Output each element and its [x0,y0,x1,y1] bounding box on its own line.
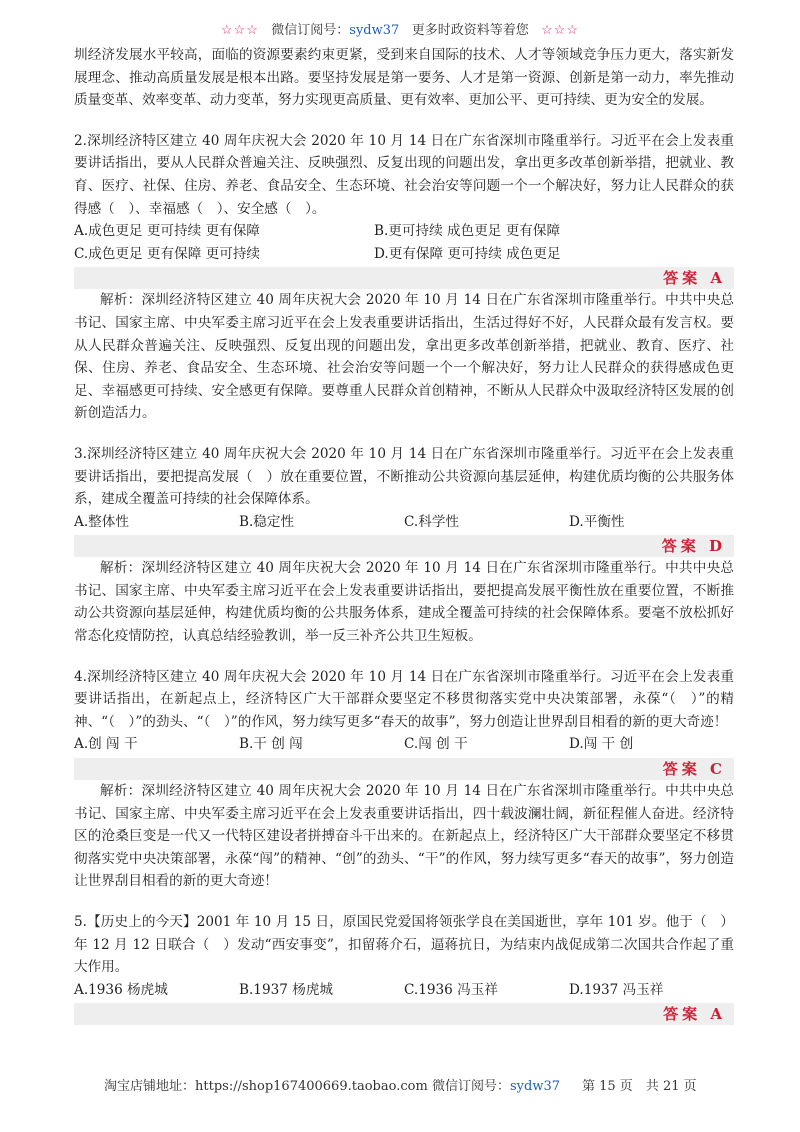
options-row [74,243,734,266]
answer-label: 答案 D [661,537,726,556]
question-4 [74,666,734,893]
footer-wechat-id: sydw37 [510,1079,561,1094]
option-a: A.1936 杨虎城 [74,981,168,998]
option-b: B.干 创 闯 [239,736,303,753]
shop-label: 淘宝店铺地址： [104,1079,196,1094]
explanation: 解析：深圳经济特区建立 40 周年庆祝大会 2020 年 10 月 14 日在广东省深圳市隆重举行。中共中央总书记、国家主席、中央军委主席习近平在会上发表重要讲话指出，要把提高发展平衡性放在重要位置，不断推动公共资源向基层延伸，构建优质均衡的公共服务体系，建成全覆盖可持续的社会保障体系。要毫不放松抓好常态化疫情防控，认真总结经验教训，举一反三补齐公共卫生短板。 [74,560,734,645]
option-c: C.科学性 [404,513,460,530]
answer-label: 答案 A [663,269,726,288]
question-stem: 2.深圳经济特区建立 40 周年庆祝大会 2020 年 10 月 14 日在广东省深圳市隆重举行。习近平在会上发表重要讲话指出，要从人民群众普遍关注、反映强烈、反复出现的问题出发，拿出更多改革创新举措，把就业、教育、医疗、社保、住房、养老、食品安全、生态环境、社会治安等问题一个一个解决好，努力让人民群众的获得感（ ）、幸福感（ ）、安全感（ ）。 [74,132,734,217]
stars-left: ☆☆☆ [220,23,259,38]
intro-paragraph: 圳经济发展水平较高，面临的资源要素约束更紧，受到来自国际的技术、人才等领域竞争压力更大，落实新发展理念、推动高质量发展是根本出路。要坚持发展是第一要务、人才是第一资源、创新是第一动力，率先推动质量变革、效率变革、动力变革，努力实现更高质量、更有效率、更加公平、更可持续、更为安全的发展。 [74,47,734,109]
answer-value: C [710,760,726,779]
question-stem: 5.【历史上的今天】2001 年 10 月 15 日，原国民党爱国将领张学良在美国逝世，享年 101 岁。他于（ ）年 12 月 12 日联合（ ）发动“西安事变”，扣留蒋介石，逼蒋抗日，为结束内战促成第二次国共合作起了重大作用。 [74,914,734,976]
answer-bar [74,535,734,557]
option-a: A.创 闯 干 [74,736,138,753]
more-text: 更多时政资料等着您 [411,23,529,38]
option-c: C.1936 冯玉祥 [404,981,498,998]
question-3 [74,443,734,648]
shop-address [104,1078,428,1096]
option-c: C.闯 创 干 [404,736,468,753]
options-row [74,220,734,243]
answer-bar [74,267,734,289]
question-stem: 3.深圳经济特区建立 40 周年庆祝大会 2020 年 10 月 14 日在广东省深圳市隆重举行。习近平在会上发表重要讲话指出，要把提高发展（ ）放在重要位置，不断推动公共资源向基层延伸，构建优质均衡的公共服务体系，建成全覆盖可持续的社会保障体系。 [74,445,734,508]
question-stem: 4.深圳经济特区建立 40 周年庆祝大会 2020 年 10 月 14 日在广东省深圳市隆重举行。习近平在会上发表重要讲话指出，在新起点上，经济特区广大干部群众要坚定不移贯彻落实党中央决策部署，永葆“（ ）”的精神、“（ ）”的劲头、“（ ）”的作风，努力续写更多“春天的故事”，努力创造让世界刮目相看的新的更大奇迹！ [74,668,734,730]
option-d: D.平衡性 [569,513,625,530]
option-d: D.闯 干 创 [569,736,634,753]
options-row [74,979,734,1002]
footer-subscribe [432,1078,560,1096]
option-b: B.更可持续 成色更足 更有保障 [374,223,561,240]
option-b: B.1937 杨虎城 [239,981,334,998]
option-a: A.成色更足 更可持续 更有保障 [74,223,260,240]
answer-bar [74,758,734,780]
answer-label: 答案 A [663,1005,726,1024]
answer-label: 答案 C [662,760,726,779]
subscribe-label: 微信订阅号： [271,23,350,38]
options-row [74,511,734,534]
option-a: A.整体性 [74,513,129,530]
wechat-id: sydw37 [349,23,400,38]
option-c: C.成色更足 更有保障 更可持续 [74,245,261,262]
option-b: B.稳定性 [239,513,295,530]
page-content [74,44,734,1025]
option-d: D.更有保障 更可持续 成色更足 [374,245,561,262]
answer-value: A [710,1005,726,1024]
question-5 [74,911,734,1025]
answer-value: A [710,269,726,288]
page-number: 第 15 页 共 21 页 [582,1079,697,1094]
answer-bar [74,1003,734,1025]
option-d: D.1937 冯玉祥 [569,981,664,998]
page-header [0,22,800,40]
answer-value: D [708,537,726,556]
explanation: 解析：深圳经济特区建立 40 周年庆祝大会 2020 年 10 月 14 日在广东省深圳市隆重举行。中共中央总书记、国家主席、中央军委主席习近平在会上发表重要讲话指出，四十载波澜壮阔，新征程催人奋进。经济特区的沧桑巨变是一代又一代特区建设者拼搏奋斗干出来的。在新起点上，经济特区广大干部群众要坚定不移贯彻落实党中央决策部署，永葆“闯”的精神、“创”的劲头、“干”的作风，努力续写更多“春天的故事”，努力创造让世界刮目相看的新的更大奇迹！ [74,783,734,890]
footer-subscribe-label: 微信订阅号： [432,1079,511,1094]
question-2 [74,130,734,425]
options-row [74,733,734,756]
shop-url[interactable]: https://shop167400669.taobao.com [195,1079,428,1094]
stars-right: ☆☆☆ [541,23,580,38]
explanation: 解析：深圳经济特区建立 40 周年庆祝大会 2020 年 10 月 14 日在广东省深圳市隆重举行。中共中央总书记、国家主席、中央军委主席习近平在会上发表重要讲话指出，生活过得好不好，人民群众最有发言权。要从人民群众普遍关注、反映强烈、反复出现的问题出发，拿出更多改革创新举措，把就业、教育、医疗、社保、住房、养老、食品安全、生态环境、社会治安等问题一个一个解决好，努力让人民群众的获得感成色更足、幸福感更可持续、安全感更有保障。要尊重人民群众首创精神，不断从人民群众中汲取经济特区发展的创新创造活力。 [74,292,734,422]
